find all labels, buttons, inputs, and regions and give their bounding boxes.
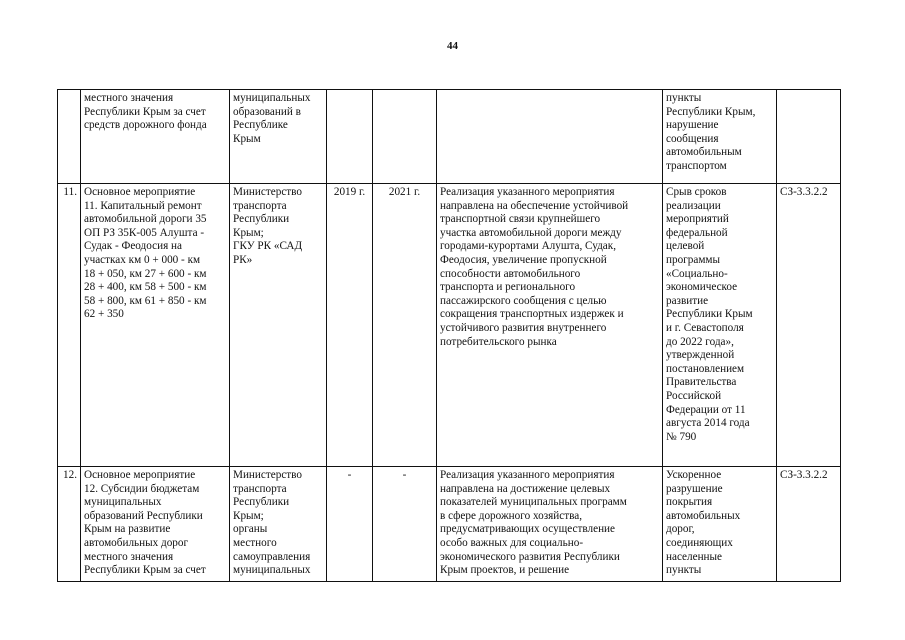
start-year-cell: 2019 г.: [327, 184, 373, 467]
consequence-cell: пункты Республики Крым, нарушение сообщения автомобильным транспортом: [663, 90, 777, 184]
event-cell: Основное мероприятие 12. Субсидии бюджетам муниципальных образований Республики Крым на развитие автомобильных дорог местного значения Республики Крым за счет: [81, 467, 230, 582]
event-cell: местного значения Республики Крым за счет средств дорожного фонда: [81, 90, 230, 184]
link-cell: СЗ-3.3.2.2: [777, 184, 841, 467]
page-number: 44: [447, 40, 458, 52]
consequence-cell: Ускоренное разрушение покрытия автомобильных дорог, соединяющих населенные пункты: [663, 467, 777, 582]
table-row: [58, 467, 841, 582]
table-row: [58, 90, 841, 184]
end-year-cell: -: [373, 467, 437, 582]
expected-result-cell: Реализация указанного мероприятия направлена на обеспечение устойчивой транспортной связи крупнейшего участка автомобильной дороги между городами-курортами Алушта, Судак, Феодосия, увеличение пропускной способности автомобильного транспорта и регионального пассажирского сообщения с целью сокращения транспортных издержек и устойчивого развития внутреннего потребительского рынка: [437, 184, 663, 467]
event-cell: Основное мероприятие 11. Капитальный ремонт автомобильной дороги 35 ОП РЗ 35К-005 Алушта - Судак - Феодосия на участках км 0 + 000 - км 18 + 050, км 27 + 600 - км 28 + 400, км 58 + 500 - км 58 + 800, км 61 + 850 - км 62 + 350: [81, 184, 230, 467]
expected-result-cell: Реализация указанного мероприятия направлена на достижение целевых показателей муниципальных программ в сфере дорожного хозяйства, предусматривающих осуществление особо важных для социально- экономического развития Республики Крым проектов, и решение: [437, 467, 663, 582]
end-year-cell: [373, 90, 437, 184]
link-cell: [777, 90, 841, 184]
row-number-cell: [58, 90, 81, 184]
executor-cell: Министерство транспорта Республики Крым; органы местного самоуправления муниципальных: [230, 467, 327, 582]
start-year-cell: -: [327, 467, 373, 582]
expected-result-cell: [437, 90, 663, 184]
row-number-cell: 12.: [58, 467, 81, 582]
row-number-cell: 11.: [58, 184, 81, 467]
executor-cell: муниципальных образований в Республике Крым: [230, 90, 327, 184]
executor-cell: Министерство транспорта Республики Крым; ГКУ РК «САД РК»: [230, 184, 327, 467]
link-cell: СЗ-3.3.2.2: [777, 467, 841, 582]
start-year-cell: [327, 90, 373, 184]
end-year-cell: 2021 г.: [373, 184, 437, 467]
consequence-cell: Срыв сроков реализации мероприятий федеральной целевой программы «Социально- экономическое развитие Республики Крым и г. Севастополя до 2022 года», утвержденной постановлением Правительства Российской Федерации от 11 августа 2014 года № 790: [663, 184, 777, 467]
table-row: [58, 184, 841, 467]
measures-table: [57, 89, 841, 582]
